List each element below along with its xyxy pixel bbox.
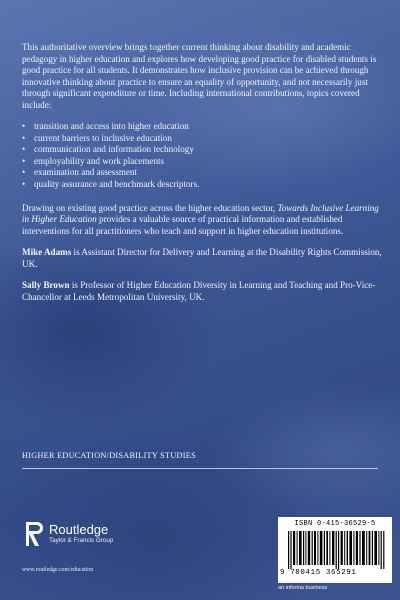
divider (22, 468, 378, 469)
publisher-group: Taylor & Francis Group (49, 537, 114, 544)
author-name: Sally Brown (22, 280, 70, 291)
blurb-intro: This authoritative overview brings together current thinking about disability and academic pedagogy in higher education and explores how developing good practice for disabled students is good practice for all students. It demonstrates how inclusive provision can be achieved through innovative thinking about practice to ensure an equality of opportunity, and not necessarily just through significant expenditure or time. Including international contributions, topics covered include: (22, 42, 377, 110)
summary-lead: Drawing on existing good practice across the higher education sector, (22, 202, 276, 213)
author-name: Mike Adams (22, 247, 72, 258)
publisher-name: Routledge (49, 522, 109, 537)
routledge-logo-icon (22, 520, 44, 548)
isbn-barcode-box (278, 517, 392, 583)
summary-tail: provides a valuable source of practical information and established interventions for all practitioners who teach and support in higher education institutions. (22, 214, 344, 236)
isbn-label: ISBN 0-415-36529-5 (294, 520, 376, 528)
subject-category: HIGHER EDUCATION/DISABILITY STUDIES (22, 451, 196, 460)
author-bio: is Professor of Higher Education Diversity in Learning and Teaching and Pro-Vice-Chancellor at Leeds Metropolitan University, UK. (22, 280, 376, 302)
informa-tagline: an informa business (278, 585, 328, 591)
list-item: • examination and assessment (22, 167, 382, 179)
list-item: • communication and information technology (22, 144, 382, 156)
blurb (22, 42, 382, 313)
list-item: • employability and work placements (22, 156, 382, 168)
publisher-url[interactable]: www.routledge.com/education (22, 567, 94, 573)
barcode-icon (288, 531, 386, 569)
barcode-number: 9 780415 365291 (280, 569, 357, 577)
list-item: • quality assurance and benchmark descriptors. (22, 179, 382, 191)
list-item: • transition and access into higher education (22, 121, 382, 133)
author-bio-adams (22, 247, 382, 270)
book-title: Towards Inclusive Learning in Higher Education (22, 202, 379, 225)
topics-list (22, 121, 382, 191)
publisher-logo (22, 519, 113, 549)
list-item: • current barriers to inclusive education (22, 133, 382, 145)
author-bio: is Assistant Director for Delivery and Learning at the Disability Rights Commission, UK. (22, 247, 382, 269)
author-bio-brown (22, 280, 382, 303)
blurb-summary (22, 203, 382, 238)
